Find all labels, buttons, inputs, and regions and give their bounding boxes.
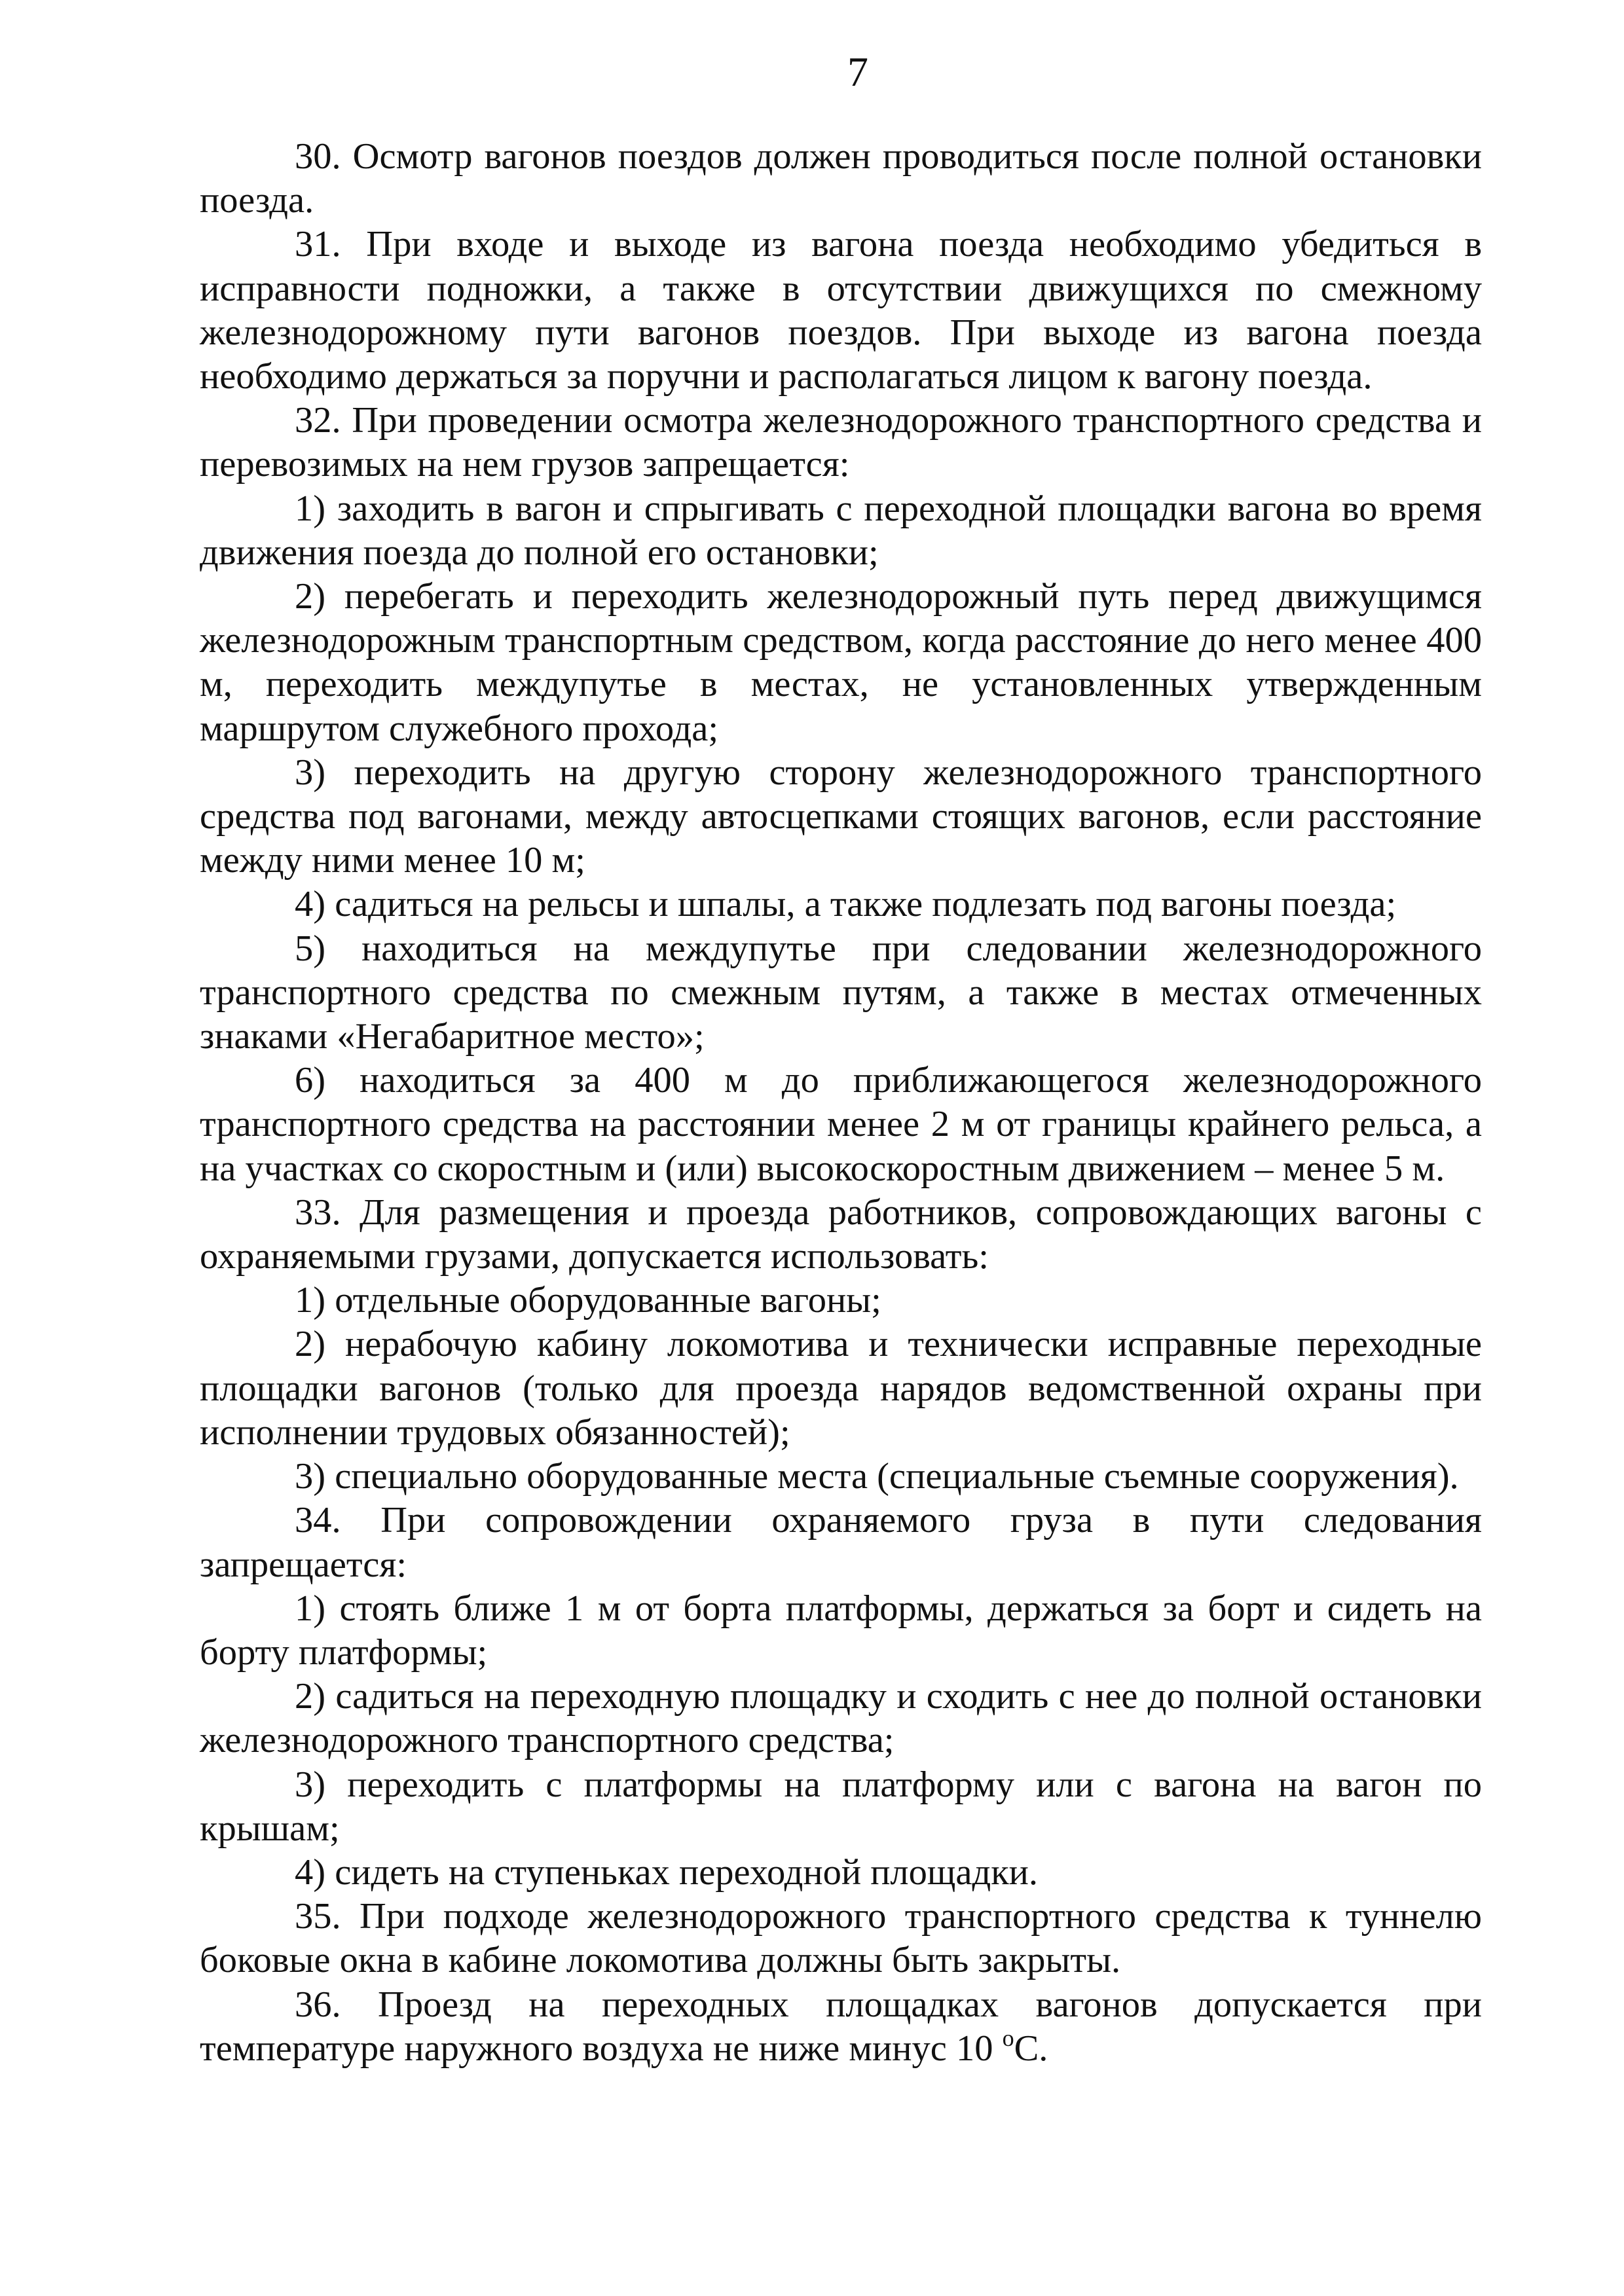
- paragraph-36: [200, 1983, 1482, 2071]
- paragraph-36-end: .: [1039, 2028, 1048, 2069]
- paragraph-33: 33. Для размещения и проезда работников, сопровождающих вагоны с охраняемыми грузами, допускается использовать:: [200, 1192, 1482, 1277]
- document-body: [200, 135, 1482, 2071]
- paragraph-34-item-3: 3) переходить с платформы на платформу или с вагона на вагон по крышам;: [200, 1764, 1482, 1849]
- degree-superscript: о: [1002, 2024, 1014, 2051]
- celsius-letter: С: [1014, 2028, 1039, 2069]
- paragraph-32-item-1: 1) заходить в вагон и спрыгивать с переходной площадки вагона во время движения поезда до полной его остановки;: [200, 488, 1482, 573]
- paragraph-34: 34. При сопровождении охраняемого груза в пути следования запрещается:: [200, 1500, 1482, 1585]
- page-number: 7: [847, 48, 868, 95]
- paragraph-33-item-1: 1) отдельные оборудованные вагоны;: [295, 1280, 881, 1321]
- paragraph-30: 30. Осмотр вагонов поездов должен проводиться после полной остановки поезда.: [200, 136, 1482, 221]
- paragraph-32-item-6: 6) находиться за 400 м до приближающегося железнодорожного транспортного средства на расстоянии менее 2 м от границы крайнего рельса, а на участках со скоростным и (или) высокоскоростным движением – менее 5 м.: [200, 1060, 1482, 1189]
- paragraph-32-item-2: 2) перебегать и переходить железнодорожный путь перед движущимся железнодорожным транспортным средством, когда расстояние до него менее 400 м, переходить междупутье в местах, не установленных утвержденным маршрутом служебного прохода;: [200, 576, 1482, 749]
- paragraph-36-text: 36. Проезд на переходных площадках вагонов допускается при температуре наружного воздуха не ниже минус 10: [200, 1984, 1482, 2069]
- paragraph-34-item-4: 4) сидеть на ступеньках переходной площадки.: [295, 1851, 1039, 1893]
- paragraph-32-item-5: 5) находиться на междупутье при следовании железнодорожного транспортного средства по смежным путям, а также в местах отмеченных знаками «Негабаритное место»;: [200, 928, 1482, 1057]
- paragraph-33-item-3: 3) специально оборудованные места (специальные съемные сооружения).: [295, 1456, 1459, 1497]
- paragraph-34-item-2: 2) садиться на переходную площадку и сходить с нее до полной остановки железнодорожного транспортного средства;: [200, 1676, 1482, 1761]
- paragraph-32-item-3: 3) переходить на другую сторону железнодорожного транспортного средства под вагонами, между автосцепками стоящих вагонов, если расстояние между ними менее 10 м;: [200, 752, 1482, 881]
- paragraph-32-item-4: 4) садиться на рельсы и шпалы, а также подлезать под вагоны поезда;: [295, 884, 1397, 925]
- paragraph-35: 35. При подходе железнодорожного транспортного средства к туннелю боковые окна в кабине локомотива должны быть закрыты.: [200, 1896, 1482, 1981]
- paragraph-34-item-1: 1) стоять ближе 1 м от борта платформы, держаться за борт и сидеть на борту платформы;: [200, 1588, 1482, 1673]
- paragraph-31: 31. При входе и выходе из вагона поезда необходимо убедиться в исправности подножки, а также в отсутствии движущихся по смежному железнодорожному пути вагонов поездов. При выходе из вагона поезда необходимо держаться за поручни и располагаться лицом к вагону поезда.: [200, 224, 1482, 397]
- paragraph-32: 32. При проведении осмотра железнодорожного транспортного средства и перевозимых на нем грузов запрещается:: [200, 400, 1482, 485]
- paragraph-33-item-2: 2) нерабочую кабину локомотива и технически исправные переходные площадки вагонов (только для проезда нарядов ведомственной охраны при исполнении трудовых обязанностей);: [200, 1324, 1482, 1453]
